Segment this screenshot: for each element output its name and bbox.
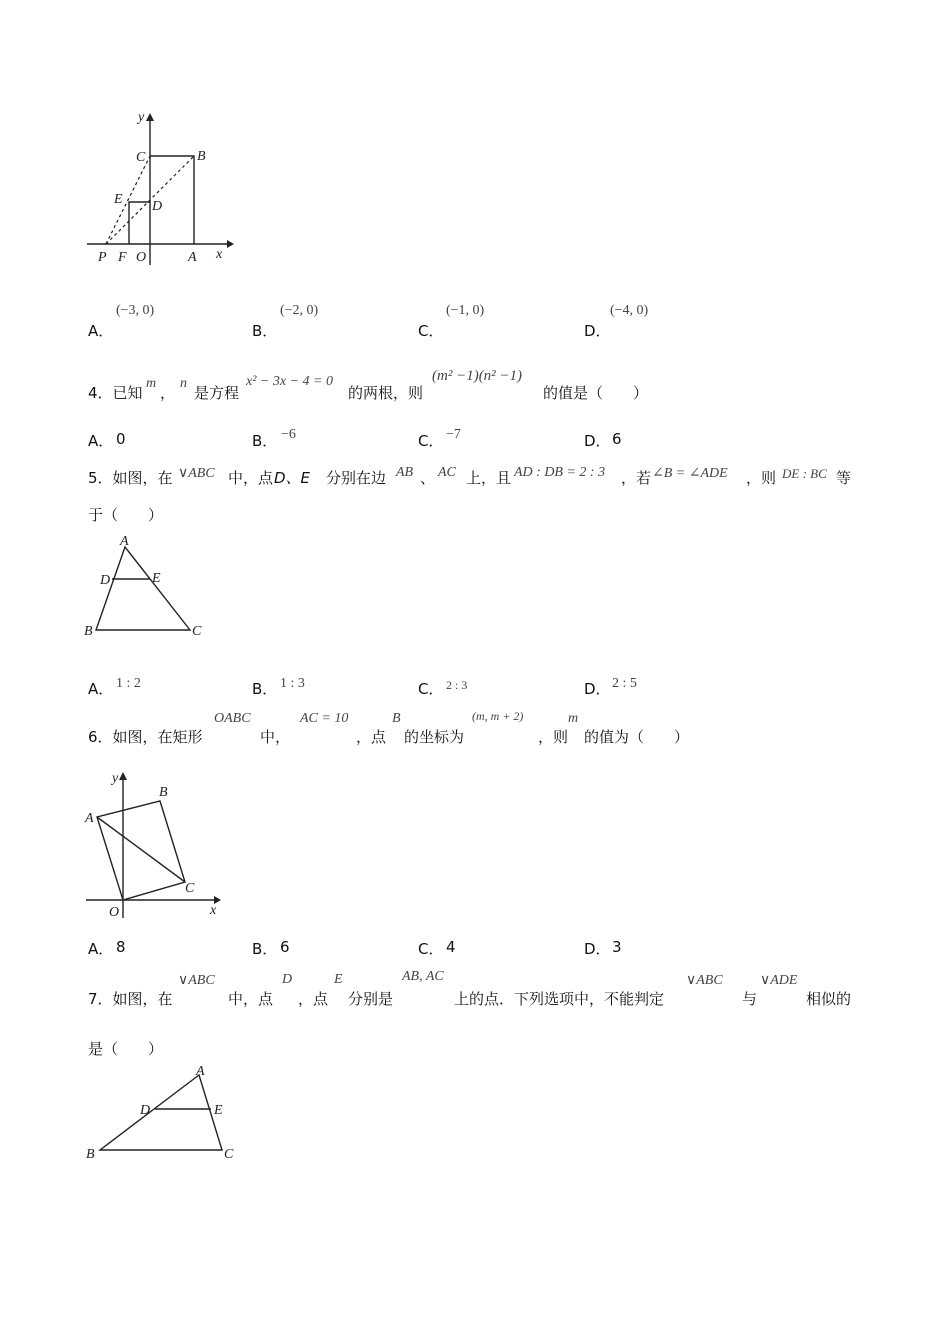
q4-option-b-value: −6 [281, 427, 296, 442]
q6-b: B [392, 711, 401, 726]
q5-text-6: ，若 [621, 469, 652, 487]
q3-option-b-value: (−2, 0) [280, 303, 319, 318]
q7-triangle: ∨ABC [178, 973, 215, 988]
q7-text-4: 分别是 [348, 990, 394, 1008]
label-y: y [112, 771, 119, 786]
q5-text-4: 、 [420, 469, 436, 487]
label-B: B [86, 1147, 95, 1162]
q7-triangle-abc: ∨ABC [686, 973, 723, 988]
q5-text-8: 等 [836, 469, 852, 487]
q6-text-5: ，则 [538, 728, 569, 746]
triangle-abc [100, 1075, 222, 1150]
q5-option-a-label[interactable]: A． [88, 680, 114, 698]
q6-text-3: ，点 [356, 728, 387, 746]
q6-text-1: 6．如图，在矩形 [88, 728, 203, 746]
q4-option-b-label[interactable]: B． [252, 432, 278, 450]
q3-option-d-value: (−4, 0) [610, 303, 649, 318]
label-B: B [159, 785, 168, 800]
label-B: B [84, 624, 93, 639]
q5-text-3: 分别在边 [326, 469, 387, 487]
q3-option-b-label[interactable]: B． [252, 322, 278, 340]
q5-triangle: ∨ABC [178, 466, 215, 481]
q5-option-c-label[interactable]: C． [418, 680, 444, 698]
q5-text-7: ，则 [746, 469, 777, 487]
q3-option-c-value: (−1, 0) [446, 303, 485, 318]
diagonal-ac [97, 817, 185, 882]
label-D: D [140, 1103, 151, 1118]
q6-m: m [568, 711, 579, 726]
label-A: A [85, 811, 94, 826]
label-A: A [188, 250, 197, 265]
label-x: x [210, 903, 217, 918]
q4-equation: x² − 3x − 4 = 0 [246, 374, 333, 389]
q5-triangle-figure [82, 532, 212, 644]
label-C: C [136, 150, 146, 165]
q7-text-5: 上的点．下列选项中，不能判定 [454, 990, 665, 1008]
q4-option-d-label[interactable]: D． [584, 432, 611, 450]
q5-text-2: 中，点 [228, 469, 274, 487]
y-axis-arrow [146, 113, 154, 121]
q4-option-c-label[interactable]: C． [418, 432, 444, 450]
q4-m: m [146, 376, 157, 391]
q7-text-3: ，点 [298, 990, 329, 1008]
q7-triangle-figure [82, 1062, 252, 1167]
label-E: E [152, 571, 161, 586]
label-y: y [138, 110, 145, 125]
label-F: F [118, 250, 127, 265]
q7-abac: AB, AC [402, 969, 444, 984]
q6-option-d-value: 3 [612, 938, 622, 956]
q5-option-b-label[interactable]: B． [252, 680, 278, 698]
q7-text-2: 中，点 [228, 990, 274, 1008]
q7-line-2: 是（ ） [88, 1040, 164, 1058]
q7-d: D [282, 972, 293, 987]
q4-n: n [180, 376, 187, 391]
x-axis-arrow [227, 240, 234, 248]
q6-option-d-label[interactable]: D． [584, 940, 611, 958]
q5-text-5: 上，且 [466, 469, 512, 487]
q6-rect: OABC [214, 711, 251, 726]
label-D: D [100, 573, 111, 588]
q7-e: E [334, 972, 343, 987]
q5-ab: AB [396, 465, 414, 480]
q7-text-1: 7．如图，在 [88, 990, 173, 1008]
q3-option-d-label[interactable]: D． [584, 322, 611, 340]
q6-option-a-value: 8 [116, 938, 126, 956]
q7-text-6: 与 [742, 990, 758, 1008]
dash-pc [106, 156, 150, 244]
q4-text-2: 是方程 [194, 384, 240, 402]
q6-text-4: 的坐标为 [404, 728, 465, 746]
label-O: O [109, 905, 120, 920]
q4-text-1: 4．已知 [88, 384, 143, 402]
label-E: E [114, 192, 123, 207]
q5-option-a-value: 1 : 2 [116, 676, 141, 691]
label-C: C [185, 881, 195, 896]
q5-points-de: D、E [274, 469, 311, 487]
q3-option-a-label[interactable]: A． [88, 322, 114, 340]
q4-expression: (m² −1)(n² −1) [432, 368, 523, 384]
label-C: C [224, 1147, 234, 1162]
q6-option-c-value: 4 [446, 938, 456, 956]
q4-text-4: 的值是（ ） [543, 384, 649, 402]
q5-line-2: 于（ ） [88, 506, 164, 524]
q3-option-c-label[interactable]: C． [418, 322, 444, 340]
label-B: B [197, 149, 206, 164]
q6-option-c-label[interactable]: C． [418, 940, 444, 958]
q5-debc: DE : BC [782, 466, 827, 481]
triangle-abc [96, 547, 190, 630]
q5-option-b-value: 1 : 3 [280, 676, 305, 691]
q6-rectangle-figure [82, 768, 232, 923]
square-fode [129, 202, 150, 244]
label-C: C [192, 624, 202, 639]
q5-angle: ∠B = ∠ADE [652, 466, 728, 481]
label-A: A [196, 1064, 205, 1079]
label-D: D [152, 199, 163, 214]
q4-option-c-value: −7 [446, 427, 461, 442]
q5-option-d-value: 2 : 5 [612, 676, 637, 691]
q5-text-1: 5．如图，在 [88, 469, 173, 487]
q3-coordinate-figure [82, 105, 242, 280]
q4-option-d-value: 6 [612, 430, 622, 448]
label-A: A [120, 534, 129, 549]
label-x: x [216, 247, 223, 262]
q5-option-d-label[interactable]: D． [584, 680, 611, 698]
q5-ac: AC [438, 465, 456, 480]
q4-option-a-label[interactable]: A． [88, 432, 114, 450]
q6-ac: AC = 10 [300, 711, 349, 726]
label-P: P [98, 250, 107, 265]
label-O: O [136, 250, 147, 265]
q6-option-b-value: 6 [280, 938, 290, 956]
q6-text-6: 的值为（ ） [584, 728, 690, 746]
q7-text-7: 相似的 [806, 990, 852, 1008]
q5-option-c-value: 2 : 3 [446, 678, 468, 692]
q3-option-a-value: (−3, 0) [116, 303, 155, 318]
q6-text-2: 中， [260, 728, 291, 746]
q6-option-a-label[interactable]: A． [88, 940, 114, 958]
q4-comma: ， [160, 384, 176, 402]
q6-coord: (m, m + 2) [472, 709, 524, 723]
rectangle-oabc [97, 801, 185, 900]
q6-option-b-label[interactable]: B． [252, 940, 278, 958]
y-axis-arrow [119, 772, 127, 780]
q5-ratio: AD : DB = 2 : 3 [514, 465, 606, 480]
q4-option-a-value: 0 [116, 430, 126, 448]
q7-triangle-ade: ∨ADE [760, 973, 798, 988]
label-E: E [214, 1103, 223, 1118]
q4-text-3: 的两根，则 [348, 384, 424, 402]
